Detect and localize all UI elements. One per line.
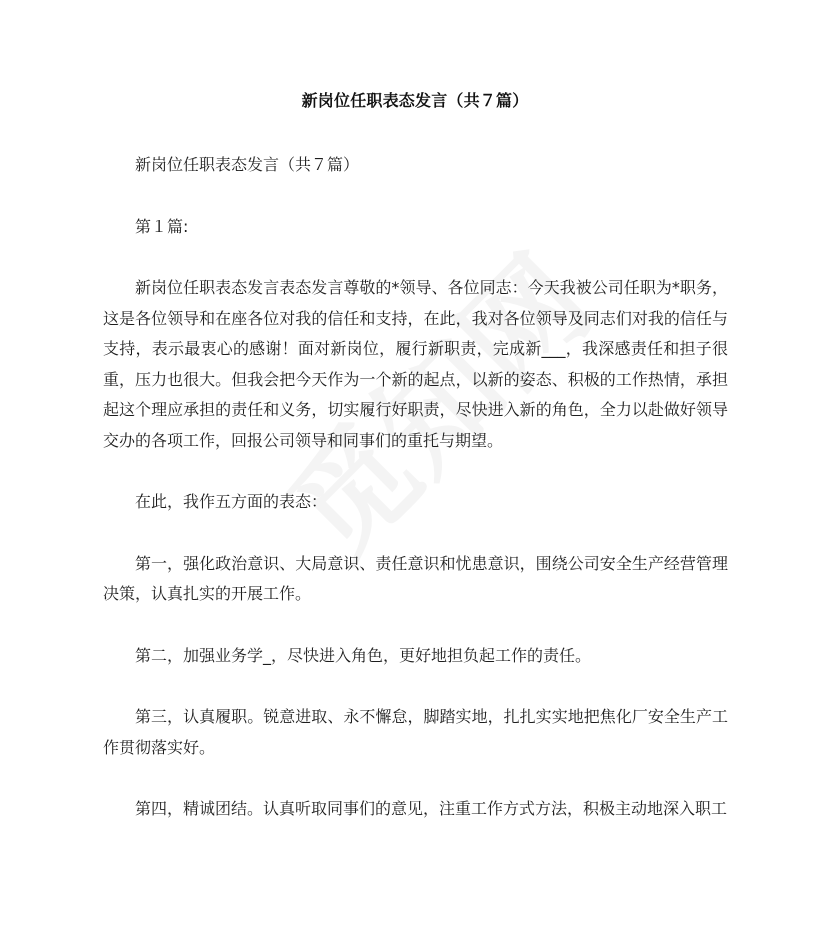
paragraph-opening: 新岗位任职表态发言表态发言尊敬的*领导、各位同志：今天我被公司任职为*职务，这是各位领导和在座各位对我的信任和支持，在此，我对各位领导及同志们对我的信任与支持，表示最衷心的感谢！面对新岗位，履行新职责，完成新___，我深感责任和担子很重，压力也很大。但我会把今天作为一个新的起点，以新的姿态、积极的工作热情，承担起这个理应承担的责任和义务，切实履行好职责，尽快进入新的角色，全力以赴做好领导交办的各项工作，回报公司领导和同事们的重托与期望。	[103, 278, 728, 450]
paragraph-spacer	[103, 242, 728, 273]
paragraph-spacer	[103, 610, 728, 641]
paragraph-point-1: 第一，强化政治意识、大局意识、责任意识和忧患意识，围绕公司安全生产经营管理决策，认真扎实的开展工作。	[103, 553, 728, 603]
paragraph-spacer	[103, 456, 728, 487]
document-subtitle: 新岗位任职表态发言（共７篇）	[135, 155, 360, 174]
paragraph-spacer	[103, 671, 728, 702]
paragraph-point-2: 第二，加强业务学_，尽快进入角色，更好地担负起工作的责任。	[135, 645, 592, 665]
paragraph-spacer	[103, 763, 728, 794]
paragraph-point-3: 第三，认真履职。锐意进取、永不懈怠，脚踏实地，扎扎实实地把焦化厂安全生产工作贯彻落实好。	[103, 707, 728, 757]
section-label: 第１篇:	[135, 216, 189, 236]
document-title: 新岗位任职表态发言（共７篇）	[301, 91, 529, 110]
paragraph-point-4: 第四，精诚团结。认真听取同事们的意见，注重工作方式方法，积极主动地深入职工	[135, 799, 728, 818]
document-body	[103, 150, 728, 825]
paragraph-statement-intro: 在此，我作五方面的表态：	[135, 492, 328, 511]
paragraph-spacer	[103, 181, 728, 212]
paragraph-spacer	[103, 518, 728, 549]
